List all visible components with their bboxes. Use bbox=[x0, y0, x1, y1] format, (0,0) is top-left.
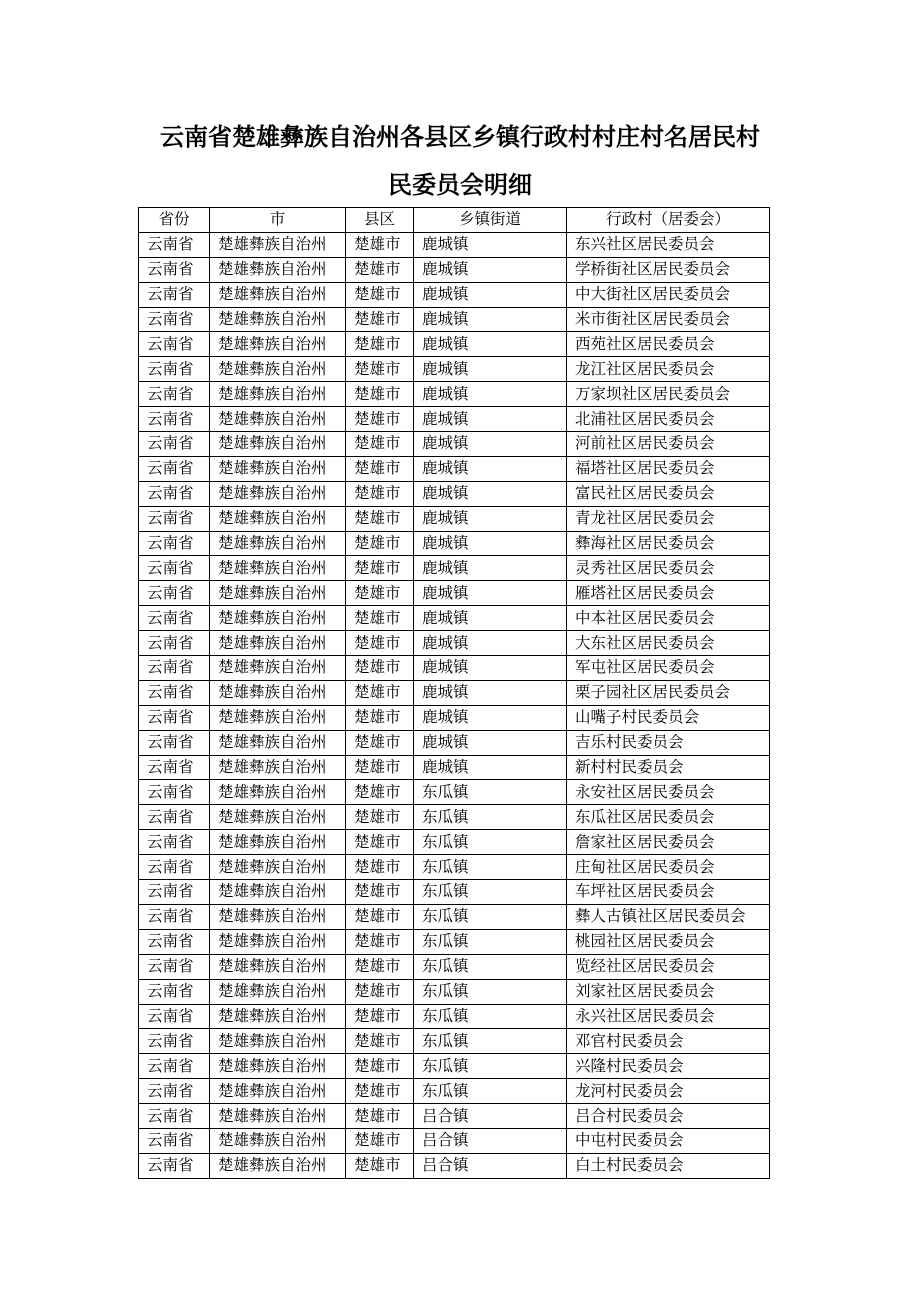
table-row bbox=[139, 506, 770, 531]
table-row bbox=[139, 1128, 770, 1153]
table-row bbox=[139, 954, 770, 979]
table-row bbox=[139, 805, 770, 830]
cell-province: 云南省 bbox=[139, 1004, 210, 1029]
cell-city: 楚雄彝族自治州 bbox=[210, 855, 346, 880]
cell-village-committee: 富民社区居民委员会 bbox=[567, 481, 770, 506]
cell-village-committee: 青龙社区居民委员会 bbox=[567, 506, 770, 531]
table-row bbox=[139, 332, 770, 357]
cell-village-committee: 吕合村民委员会 bbox=[567, 1104, 770, 1129]
cell-town: 鹿城镇 bbox=[414, 506, 567, 531]
cell-town: 鹿城镇 bbox=[414, 581, 567, 606]
cell-village-committee: 大东社区居民委员会 bbox=[567, 631, 770, 656]
cell-town: 鹿城镇 bbox=[414, 631, 567, 656]
cell-village-committee: 米市街社区居民委员会 bbox=[567, 307, 770, 332]
cell-county: 楚雄市 bbox=[346, 556, 414, 581]
cell-province: 云南省 bbox=[139, 531, 210, 556]
cell-village-committee: 刘家社区居民委员会 bbox=[567, 979, 770, 1004]
cell-county: 楚雄市 bbox=[346, 780, 414, 805]
cell-city: 楚雄彝族自治州 bbox=[210, 282, 346, 307]
cell-city: 楚雄彝族自治州 bbox=[210, 1104, 346, 1129]
cell-province: 云南省 bbox=[139, 929, 210, 954]
cell-city: 楚雄彝族自治州 bbox=[210, 307, 346, 332]
table-row bbox=[139, 705, 770, 730]
table-row bbox=[139, 830, 770, 855]
cell-province: 云南省 bbox=[139, 606, 210, 631]
cell-county: 楚雄市 bbox=[346, 805, 414, 830]
cell-town: 东瓜镇 bbox=[414, 1004, 567, 1029]
cell-city: 楚雄彝族自治州 bbox=[210, 357, 346, 382]
header-city: 市 bbox=[210, 208, 346, 233]
table-row bbox=[139, 904, 770, 929]
table-row bbox=[139, 730, 770, 755]
header-village-committee: 行政村（居委会） bbox=[567, 208, 770, 233]
cell-province: 云南省 bbox=[139, 1079, 210, 1104]
table-row bbox=[139, 606, 770, 631]
cell-city: 楚雄彝族自治州 bbox=[210, 232, 346, 257]
cell-province: 云南省 bbox=[139, 1104, 210, 1129]
cell-town: 东瓜镇 bbox=[414, 954, 567, 979]
cell-village-committee: 永安社区居民委员会 bbox=[567, 780, 770, 805]
cell-county: 楚雄市 bbox=[346, 531, 414, 556]
cell-village-committee: 兴隆村民委员会 bbox=[567, 1054, 770, 1079]
cell-county: 楚雄市 bbox=[346, 730, 414, 755]
cell-city: 楚雄彝族自治州 bbox=[210, 257, 346, 282]
cell-town: 东瓜镇 bbox=[414, 929, 567, 954]
cell-village-committee: 庄甸社区居民委员会 bbox=[567, 855, 770, 880]
cell-county: 楚雄市 bbox=[346, 1079, 414, 1104]
table-row bbox=[139, 307, 770, 332]
cell-village-committee: 桃园社区居民委员会 bbox=[567, 929, 770, 954]
cell-county: 楚雄市 bbox=[346, 481, 414, 506]
cell-village-committee: 东兴社区居民委员会 bbox=[567, 232, 770, 257]
page-title-line-2: 民委员会明细 bbox=[388, 171, 532, 199]
table-row bbox=[139, 407, 770, 432]
cell-county: 楚雄市 bbox=[346, 506, 414, 531]
table-row bbox=[139, 656, 770, 681]
table-row bbox=[139, 1079, 770, 1104]
cell-county: 楚雄市 bbox=[346, 257, 414, 282]
table-row bbox=[139, 855, 770, 880]
cell-village-committee: 览经社区居民委员会 bbox=[567, 954, 770, 979]
cell-village-committee: 学桥街社区居民委员会 bbox=[567, 257, 770, 282]
cell-province: 云南省 bbox=[139, 656, 210, 681]
cell-province: 云南省 bbox=[139, 407, 210, 432]
cell-county: 楚雄市 bbox=[346, 357, 414, 382]
page-title-line-1: 云南省楚雄彝族自治州各县区乡镇行政村村庄村名居民村 bbox=[160, 123, 760, 151]
cell-city: 楚雄彝族自治州 bbox=[210, 830, 346, 855]
cell-town: 吕合镇 bbox=[414, 1153, 567, 1178]
header-county: 县区 bbox=[346, 208, 414, 233]
cell-province: 云南省 bbox=[139, 581, 210, 606]
village-committee-table bbox=[138, 207, 770, 1179]
cell-city: 楚雄彝族自治州 bbox=[210, 531, 346, 556]
cell-county: 楚雄市 bbox=[346, 904, 414, 929]
cell-county: 楚雄市 bbox=[346, 631, 414, 656]
cell-village-committee: 万家坝社区居民委员会 bbox=[567, 382, 770, 407]
cell-province: 云南省 bbox=[139, 556, 210, 581]
cell-county: 楚雄市 bbox=[346, 232, 414, 257]
cell-village-committee: 邓官村民委员会 bbox=[567, 1029, 770, 1054]
cell-village-committee: 东瓜社区居民委员会 bbox=[567, 805, 770, 830]
cell-city: 楚雄彝族自治州 bbox=[210, 606, 346, 631]
cell-city: 楚雄彝族自治州 bbox=[210, 506, 346, 531]
cell-county: 楚雄市 bbox=[346, 954, 414, 979]
cell-county: 楚雄市 bbox=[346, 1029, 414, 1054]
cell-province: 云南省 bbox=[139, 1054, 210, 1079]
cell-city: 楚雄彝族自治州 bbox=[210, 332, 346, 357]
cell-county: 楚雄市 bbox=[346, 979, 414, 1004]
cell-city: 楚雄彝族自治州 bbox=[210, 556, 346, 581]
cell-city: 楚雄彝族自治州 bbox=[210, 631, 346, 656]
cell-province: 云南省 bbox=[139, 904, 210, 929]
cell-city: 楚雄彝族自治州 bbox=[210, 382, 346, 407]
cell-county: 楚雄市 bbox=[346, 1054, 414, 1079]
cell-province: 云南省 bbox=[139, 805, 210, 830]
cell-province: 云南省 bbox=[139, 282, 210, 307]
table-row bbox=[139, 556, 770, 581]
cell-town: 鹿城镇 bbox=[414, 656, 567, 681]
cell-town: 东瓜镇 bbox=[414, 805, 567, 830]
cell-town: 鹿城镇 bbox=[414, 481, 567, 506]
cell-province: 云南省 bbox=[139, 481, 210, 506]
cell-town: 鹿城镇 bbox=[414, 332, 567, 357]
cell-city: 楚雄彝族自治州 bbox=[210, 1029, 346, 1054]
cell-city: 楚雄彝族自治州 bbox=[210, 929, 346, 954]
cell-city: 楚雄彝族自治州 bbox=[210, 780, 346, 805]
cell-province: 云南省 bbox=[139, 506, 210, 531]
cell-town: 东瓜镇 bbox=[414, 1029, 567, 1054]
cell-province: 云南省 bbox=[139, 1153, 210, 1178]
cell-province: 云南省 bbox=[139, 1128, 210, 1153]
table-row bbox=[139, 481, 770, 506]
cell-village-committee: 山嘴子村民委员会 bbox=[567, 705, 770, 730]
header-town: 乡镇街道 bbox=[414, 208, 567, 233]
cell-village-committee: 灵秀社区居民委员会 bbox=[567, 556, 770, 581]
table-row bbox=[139, 1104, 770, 1129]
cell-county: 楚雄市 bbox=[346, 656, 414, 681]
cell-village-committee: 中本社区居民委员会 bbox=[567, 606, 770, 631]
cell-village-committee: 彝海社区居民委员会 bbox=[567, 531, 770, 556]
cell-town: 鹿城镇 bbox=[414, 730, 567, 755]
cell-town: 鹿城镇 bbox=[414, 382, 567, 407]
cell-province: 云南省 bbox=[139, 780, 210, 805]
header-province: 省份 bbox=[139, 208, 210, 233]
table-row bbox=[139, 282, 770, 307]
cell-province: 云南省 bbox=[139, 705, 210, 730]
cell-town: 鹿城镇 bbox=[414, 357, 567, 382]
cell-village-committee: 雁塔社区居民委员会 bbox=[567, 581, 770, 606]
cell-county: 楚雄市 bbox=[346, 929, 414, 954]
table-row bbox=[139, 979, 770, 1004]
cell-province: 云南省 bbox=[139, 979, 210, 1004]
cell-province: 云南省 bbox=[139, 307, 210, 332]
cell-county: 楚雄市 bbox=[346, 680, 414, 705]
table-row bbox=[139, 531, 770, 556]
table-row bbox=[139, 232, 770, 257]
cell-province: 云南省 bbox=[139, 382, 210, 407]
cell-village-committee: 军屯社区居民委员会 bbox=[567, 656, 770, 681]
cell-town: 鹿城镇 bbox=[414, 606, 567, 631]
cell-city: 楚雄彝族自治州 bbox=[210, 680, 346, 705]
cell-province: 云南省 bbox=[139, 332, 210, 357]
cell-town: 鹿城镇 bbox=[414, 232, 567, 257]
cell-county: 楚雄市 bbox=[346, 606, 414, 631]
cell-city: 楚雄彝族自治州 bbox=[210, 1153, 346, 1178]
table-row bbox=[139, 1029, 770, 1054]
cell-county: 楚雄市 bbox=[346, 407, 414, 432]
cell-city: 楚雄彝族自治州 bbox=[210, 979, 346, 1004]
table-row bbox=[139, 1004, 770, 1029]
cell-village-committee: 车坪社区居民委员会 bbox=[567, 880, 770, 905]
cell-town: 东瓜镇 bbox=[414, 780, 567, 805]
cell-town: 东瓜镇 bbox=[414, 1079, 567, 1104]
table-header-row bbox=[139, 208, 770, 233]
cell-province: 云南省 bbox=[139, 232, 210, 257]
cell-village-committee: 吉乐村民委员会 bbox=[567, 730, 770, 755]
cell-city: 楚雄彝族自治州 bbox=[210, 481, 346, 506]
cell-province: 云南省 bbox=[139, 432, 210, 457]
cell-city: 楚雄彝族自治州 bbox=[210, 407, 346, 432]
cell-city: 楚雄彝族自治州 bbox=[210, 730, 346, 755]
cell-province: 云南省 bbox=[139, 1029, 210, 1054]
table-row bbox=[139, 456, 770, 481]
table-row bbox=[139, 382, 770, 407]
cell-county: 楚雄市 bbox=[346, 581, 414, 606]
cell-province: 云南省 bbox=[139, 357, 210, 382]
cell-county: 楚雄市 bbox=[346, 307, 414, 332]
cell-town: 鹿城镇 bbox=[414, 432, 567, 457]
cell-county: 楚雄市 bbox=[346, 755, 414, 780]
cell-town: 鹿城镇 bbox=[414, 282, 567, 307]
cell-county: 楚雄市 bbox=[346, 456, 414, 481]
table-row bbox=[139, 1153, 770, 1178]
cell-city: 楚雄彝族自治州 bbox=[210, 432, 346, 457]
cell-county: 楚雄市 bbox=[346, 705, 414, 730]
cell-town: 东瓜镇 bbox=[414, 880, 567, 905]
cell-province: 云南省 bbox=[139, 680, 210, 705]
table-row bbox=[139, 581, 770, 606]
cell-town: 鹿城镇 bbox=[414, 755, 567, 780]
cell-city: 楚雄彝族自治州 bbox=[210, 1004, 346, 1029]
cell-county: 楚雄市 bbox=[346, 855, 414, 880]
cell-province: 云南省 bbox=[139, 730, 210, 755]
cell-village-committee: 白土村民委员会 bbox=[567, 1153, 770, 1178]
cell-village-committee: 龙河村民委员会 bbox=[567, 1079, 770, 1104]
cell-village-committee: 新村村民委员会 bbox=[567, 755, 770, 780]
cell-village-committee: 福塔社区居民委员会 bbox=[567, 456, 770, 481]
cell-province: 云南省 bbox=[139, 257, 210, 282]
cell-city: 楚雄彝族自治州 bbox=[210, 805, 346, 830]
cell-city: 楚雄彝族自治州 bbox=[210, 705, 346, 730]
cell-town: 鹿城镇 bbox=[414, 257, 567, 282]
cell-town: 吕合镇 bbox=[414, 1104, 567, 1129]
cell-county: 楚雄市 bbox=[346, 1128, 414, 1153]
cell-town: 鹿城镇 bbox=[414, 456, 567, 481]
cell-village-committee: 龙江社区居民委员会 bbox=[567, 357, 770, 382]
cell-town: 东瓜镇 bbox=[414, 855, 567, 880]
cell-town: 东瓜镇 bbox=[414, 830, 567, 855]
cell-county: 楚雄市 bbox=[346, 382, 414, 407]
cell-town: 鹿城镇 bbox=[414, 307, 567, 332]
cell-village-committee: 西苑社区居民委员会 bbox=[567, 332, 770, 357]
cell-province: 云南省 bbox=[139, 830, 210, 855]
table-row bbox=[139, 880, 770, 905]
cell-town: 鹿城镇 bbox=[414, 705, 567, 730]
cell-city: 楚雄彝族自治州 bbox=[210, 954, 346, 979]
cell-city: 楚雄彝族自治州 bbox=[210, 1054, 346, 1079]
table-row bbox=[139, 257, 770, 282]
cell-county: 楚雄市 bbox=[346, 1153, 414, 1178]
cell-city: 楚雄彝族自治州 bbox=[210, 656, 346, 681]
cell-city: 楚雄彝族自治州 bbox=[210, 581, 346, 606]
cell-county: 楚雄市 bbox=[346, 880, 414, 905]
cell-town: 鹿城镇 bbox=[414, 556, 567, 581]
cell-village-committee: 中大街社区居民委员会 bbox=[567, 282, 770, 307]
table-row bbox=[139, 680, 770, 705]
cell-county: 楚雄市 bbox=[346, 282, 414, 307]
cell-county: 楚雄市 bbox=[346, 1104, 414, 1129]
cell-county: 楚雄市 bbox=[346, 830, 414, 855]
cell-town: 东瓜镇 bbox=[414, 904, 567, 929]
cell-town: 鹿城镇 bbox=[414, 407, 567, 432]
cell-city: 楚雄彝族自治州 bbox=[210, 755, 346, 780]
cell-province: 云南省 bbox=[139, 855, 210, 880]
cell-province: 云南省 bbox=[139, 631, 210, 656]
cell-city: 楚雄彝族自治州 bbox=[210, 880, 346, 905]
cell-village-committee: 北浦社区居民委员会 bbox=[567, 407, 770, 432]
cell-village-committee: 中屯村民委员会 bbox=[567, 1128, 770, 1153]
cell-village-committee: 河前社区居民委员会 bbox=[567, 432, 770, 457]
table-row bbox=[139, 631, 770, 656]
cell-county: 楚雄市 bbox=[346, 1004, 414, 1029]
table-row bbox=[139, 755, 770, 780]
cell-province: 云南省 bbox=[139, 880, 210, 905]
cell-county: 楚雄市 bbox=[346, 332, 414, 357]
table-row bbox=[139, 929, 770, 954]
table-row bbox=[139, 357, 770, 382]
cell-village-committee: 栗子园社区居民委员会 bbox=[567, 680, 770, 705]
cell-province: 云南省 bbox=[139, 755, 210, 780]
cell-city: 楚雄彝族自治州 bbox=[210, 1128, 346, 1153]
table-row bbox=[139, 780, 770, 805]
table-body bbox=[139, 232, 770, 1178]
cell-city: 楚雄彝族自治州 bbox=[210, 904, 346, 929]
cell-village-committee: 彝人古镇社区居民委员会 bbox=[567, 904, 770, 929]
cell-county: 楚雄市 bbox=[346, 432, 414, 457]
cell-village-committee: 永兴社区居民委员会 bbox=[567, 1004, 770, 1029]
cell-town: 东瓜镇 bbox=[414, 979, 567, 1004]
cell-town: 东瓜镇 bbox=[414, 1054, 567, 1079]
table-row bbox=[139, 1054, 770, 1079]
cell-town: 鹿城镇 bbox=[414, 531, 567, 556]
cell-town: 吕合镇 bbox=[414, 1128, 567, 1153]
cell-village-committee: 詹家社区居民委员会 bbox=[567, 830, 770, 855]
cell-province: 云南省 bbox=[139, 456, 210, 481]
cell-province: 云南省 bbox=[139, 954, 210, 979]
cell-town: 鹿城镇 bbox=[414, 680, 567, 705]
cell-city: 楚雄彝族自治州 bbox=[210, 456, 346, 481]
table-row bbox=[139, 432, 770, 457]
cell-city: 楚雄彝族自治州 bbox=[210, 1079, 346, 1104]
